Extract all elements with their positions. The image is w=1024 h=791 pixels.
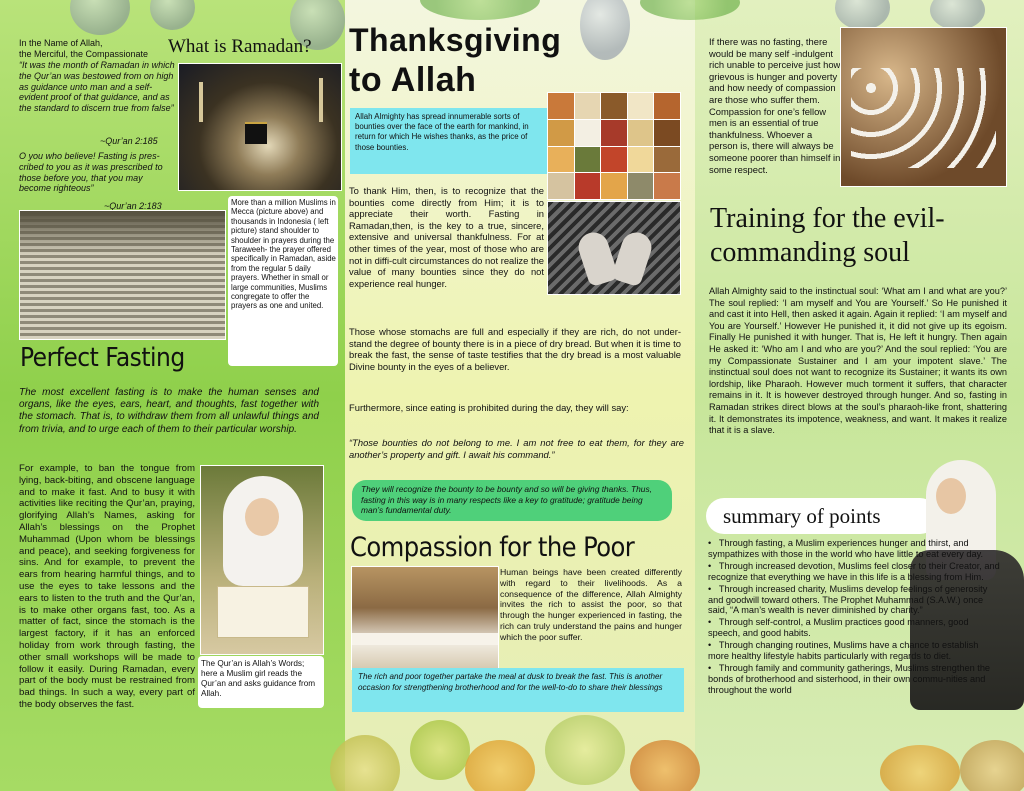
iftar-meal-photo — [351, 566, 499, 670]
thanksgiving-intro: Allah Almighty has spread innumerable sorts of bounties over the face of the earth for mankind, in return for which He wishes thanks, as the price of those bounties. — [355, 112, 529, 152]
hand-left — [575, 229, 620, 288]
quote-intro — [19, 38, 179, 59]
minaret — [319, 78, 323, 122]
praying-hands-photo — [547, 201, 681, 295]
quote-intro-line-2: the Merciful, the Compassionate — [19, 48, 149, 59]
quran-ref-2-185: ~Qur’an 2:185 — [100, 136, 158, 146]
thanksgiving-quote: “Those bounties do not belong to me. I am not free to eat them, for they are another’s property and gift. I await his command.” — [349, 437, 684, 460]
fruit-decoration — [545, 715, 625, 785]
compassion-body: Human beings have been created differently with regard to their livelihoods. As a consequence of the difference, Allah Almighty invites the rich to assist the poor, so that through the hunger experienced in fasting, the rich can truly understand the pains and hunger which the poor suffer. — [500, 567, 682, 642]
thanksgiving-para-3: Furthermore, since eating is prohibited during the day, they will say: — [349, 402, 629, 413]
quran-quote-2-185: “It was the month of Ramadan in which the Qur’an was bestowed from on high as guidance unto man and a self-evident proof of that guidance, and as the standard to discern true from false” — [19, 60, 175, 114]
no-fasting-text: If there was no fasting, there would be many self -indulgent rich unable to perceive just how grievous is hunger and poverty and how needy of compassion are those who suffer them. Compassion for one’s fellow men is an essential of true thankfulness. Whoever a person is, there will always be someone poorer than himself in some respect. — [709, 36, 841, 175]
perfect-fasting-lead: The most excellent fasting is to make the human senses and organs, like the eyes, ears, heart, and thoughts, fast together with the stomach. That is, to withdraw them from all unlawful things and from trivia, and to urge each of them to their particular worship. — [19, 387, 319, 435]
prayer-hall-shade — [20, 211, 225, 256]
girl-face — [245, 498, 279, 536]
quran-quote-2-183: O you who believe! Fasting is pres-cribed to you as it was prescribed to those before you, that you may become righteous” — [19, 151, 163, 194]
thanksgiving-para-1: To thank Him, then, is to recognize that the bounties come directly from Him; it is to appreciate their worth. Fasting in Ramadan,then, is the key to a true, sincere, extensive and universal thankfulness. For at other times of the year, most of those who are not in diffi-cult circumstances do not realize the value of many bounties since they do not experience real hunger. — [349, 185, 544, 289]
quran-ref-2-183: ~Qur’an 2:183 — [104, 201, 162, 211]
indonesia-prayer-photo — [19, 210, 226, 340]
gratitude-text: They will recognize the bounty to be bounty and so will be giving thanks. Thus, fasting in this way is in many respects like a key to gratitude; gratitude being man’s fundamental duty. — [361, 484, 652, 516]
fruit-decoration — [630, 740, 700, 791]
summary-item: • Through increased charity, Muslims develop feelings of generosity and goodwill toward others. The Prophet Muhammad (S.A.W.) once said, “A man’s wealth is never diminished by charity.” — [708, 584, 1000, 617]
hand-right — [611, 229, 656, 288]
girl-caption: The Qur’an is Allah’s Words; here a Muslim girl reads the Qur’an and asks guidance from Allah. — [201, 659, 316, 698]
white-caps — [851, 68, 996, 168]
mecca-kaaba-photo — [178, 63, 342, 191]
iftar-caption: The rich and poor together partake the meal at dusk to break the fast. This is another occasion for strengthening brotherhood and for the well-to-do to share their blessings — [358, 672, 663, 692]
fruit-decoration — [960, 740, 1024, 791]
minaret — [199, 82, 203, 122]
mecca-caption: More than a million Muslims in Mecca (picture above) and thousands in Indonesia ( left picture) stand shoulder to shoulder in prayers during the Taraweeh- the prayer offered specifically in Ramadan, aside from the regular 5 daily prayers. Whether in small or large communities, Muslims congregate to offer the prayers as one and united. — [231, 198, 336, 311]
thanksgiving-heading-line-2: to Allah — [349, 61, 477, 99]
summary-item: • Through changing routines, Muslims have a chance to establish more healthy lifestyle habits particularly with regards to diet. — [708, 640, 1000, 662]
summary-item: • Through family and community gatherings, Muslims strengthen the bonds of brotherhood and sisterhood, in their own commu-nities and throughout the world — [708, 663, 1000, 696]
quote-intro-line-1: In the Name of Allah, — [19, 38, 103, 48]
what-is-ramadan-heading: What is Ramadan? — [168, 36, 312, 57]
kaaba-shape — [245, 122, 267, 144]
perfect-fasting-heading: Perfect Fasting — [20, 343, 185, 373]
training-body: Allah Almighty said to the instinctual soul: ‘What am I and what are you?’ The soul replied: ‘I am myself and You are Yourself.’ So He punished it and cast it into Hell, then asked it again. Again it replied: ‘I am myself and You are Yourself.’ However He punished it, it did not give up its egoism. Finally He punished it with hunger. That is, He left it hungry. Then again He asked it: ‘Who am I and who are you?’ And the soul replied: ‘You are my Compassionate Sustainer and I am your impotent slave.’ The instinctual soul does not want to recognize its Sustainer; it wants its own lordship, like Pharaoh. However much torment it suffers, that character remains in it. It is however destroyed through hunger. And so, fasting in Ramadan strikes direct blows at the soul’s pharaoh-like front, shattering it. It demonstrates its impotence, weakness, and want. It makes it realize that it is a slave. — [709, 286, 1007, 436]
thanksgiving-heading-line-1: Thanksgiving — [349, 22, 562, 58]
training-heading-line-2: commanding soul — [710, 237, 910, 268]
summary-item: • Through self-control, a Muslim practices good manners, good speech, and good habits. — [708, 617, 1000, 639]
thanksgiving-para-2: Those whose stomachs are full and especially if they are rich, do not under-stand the degree of bounty there is in a piece of dry bread. But when it is time to break the fast, the sense of taste testifies that the dry bread is a most valuable Divine bounty in the eyes of a believer. — [349, 326, 681, 372]
fruit-decoration — [465, 740, 535, 791]
fruit-decoration — [410, 720, 470, 780]
summary-heading: summary of points — [723, 504, 881, 528]
quran-book — [217, 586, 309, 638]
tablecloth — [352, 633, 498, 645]
summary-item: • Through increased devotion, Muslims feel closer to their Creator, and recognize that everything we have in this life is a blessing from Him. — [708, 561, 1000, 583]
thanksgiving-heading — [349, 20, 589, 100]
summary-list — [708, 538, 1000, 696]
training-heading-line-1: Training for the evil- — [710, 203, 945, 234]
compassion-heading: Compassion for the Poor — [350, 532, 635, 563]
woman-face — [936, 478, 966, 514]
crowd-iftar-photo — [840, 27, 1007, 187]
perfect-fasting-body: For example, to ban the tongue from lying, back-biting, and obscene language and to make it fast. And to busy it with activities like reciting the Qur’an, praying, glorifying Allah’s Names, asking for Allah’s blessings on the Prophet Muhammad (Upon whom be blessings and peace), and seeking forgiveness for sins. And for example, to prevent the ears from hearing harmful things, and to use the eyes to take lessons and the ears to listen to the truth and the Qur’an, is to make other organs fast, too. As a matter of fact, since the stomach is the largest factory, if it has an enforced holiday from work through fasting, the other small workshops will be made to follow it easily. During Ramadan, every part of the body must be restrained from bad things. In such a way, every part of the body observes the fast. — [19, 463, 195, 710]
summary-item: • Through fasting, a Muslim experiences hunger and thirst, and sympathizes with those in the world who have little to eat every day. — [708, 538, 1000, 560]
food-collage-photo — [547, 92, 681, 200]
girl-reading-quran-photo — [200, 465, 324, 655]
training-heading — [710, 202, 1020, 270]
fruit-decoration — [880, 745, 960, 791]
